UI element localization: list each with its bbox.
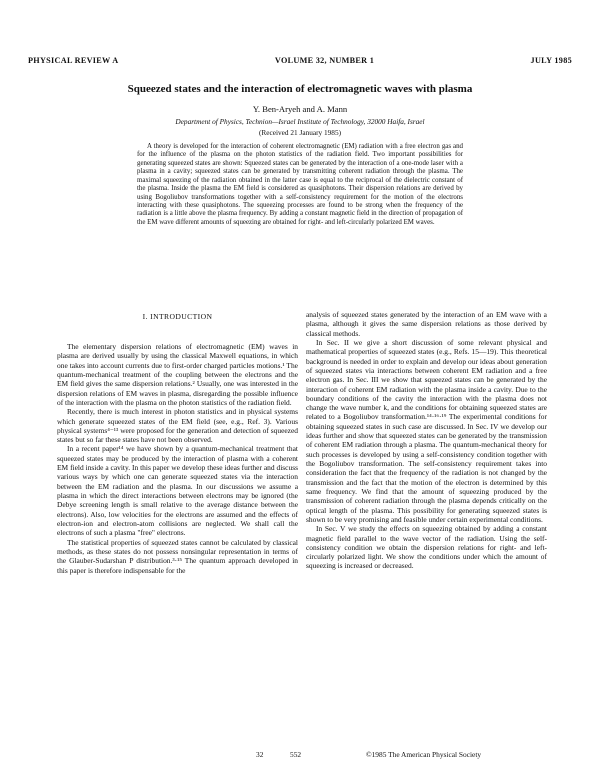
paragraph: In Sec. V we study the effects on squeezing obtained by adding a constant magnetic field parallel to the wave vector of the radiation. Using the self-consistency condition we obtain the dispersion relations for right- and left-circularly polarized light. We show the conditions under which the amount of squeezing is increased or decreased. (306, 524, 547, 571)
authors: Y. Ben-Aryeh and A. Mann (252, 104, 348, 114)
paragraph: The elementary dispersion relations of electromagnetic (EM) waves in plasma are derived usually by using the classical Maxwell equations, in which one takes into account currents due to first-order charged particles motions.¹ The quantum-mechanical treatment of the coupling between the electrons and the EM field gives the same dispersion relations.² Usually, one was interested in the dispersion relations of EM waves in plasma, disregarding the possible influence of the interaction with the plasma on the photon statistics of the radiation field. (57, 342, 298, 407)
paragraph: In Sec. II we give a short discussion of some relevant physical and mathematical properties of squeezed states (e.g., Refs. 15—19). This theoretical background is needed in order to explain and develop our ideas about generation of squeezed states via interactions between coherent EM radiation and a free electron gas. In Sec. III we show that squeezed states can be generated by the interaction of coherent EM radiation with the plasma inside a cavity. Due to the boundary conditions of the cavity the interaction with the plasma does not change the wave number k, and the conditions for obtaining squeezed states are related to a Bogoliubov transformation.¹⁴·¹⁶·¹⁹ The experimental conditions for obtaining squeezed states in such case are discussed. In Sec. IV we develop our ideas further and show that squeezed states can be generated by the transmission of coherent EM radiation through a plasma. The quantum-mechanical theory for such processes is developed by using a self-consistency condition together with the Bogoliubov transformation. The self-consistency requirement takes into consideration the fact that the frequency of the radiation is not changed by the transmission and the fact that the motion of the electron is determined by this same frequency. We find that the amount of squeezing produced by the transmission of coherent radiation through the plasma depends critically on the optical length of the plasma. This possibility for generating squeezed states is shown to be very promising and feasible under certain experimental conditions. (306, 337, 547, 524)
paragraph: In a recent paper¹⁴ we have shown by a quantum-mechanical treatment that squeezed states may be produced by the interaction of plasma with a coherent EM field inside a cavity. In this paper we develop these ideas further and discuss various ways by which one can generate squeezed states via the interaction between the EM radiation and the plasma. In our discussions we assume a plasma in which the direct interactions between electrons may be ignored (the Debye screening length is small relative to the average distance between the electrons). Also, low velocities for the electrons are assumed and the effects of electron-ion and electron-atom collisions are neglected. We shall call the electrons of such a plasma "free" electrons. (57, 444, 298, 538)
paragraph: Recently, there is much interest in photon statistics and in physical systems which generate squeezed states of the EM field (see, e.g., Ref. 3). Various physical systems⁴⁻¹³ were proposed for the generation and detection of squeezed states but so far these states have not been observed. (57, 407, 298, 445)
footer-volume: 32 (256, 750, 264, 759)
running-header (28, 56, 572, 65)
received-date: (Received 21 January 1985) (258, 128, 342, 137)
paper-title: Squeezed states and the interaction of electromagnetic waves with plasma (127, 83, 473, 95)
page-number: 552 (290, 750, 302, 759)
journal-name: PHYSICAL REVIEW A (28, 56, 119, 65)
right-column (306, 310, 547, 571)
copyright: ©1985 The American Physical Society (366, 750, 482, 759)
paragraph: analysis of squeezed states generated by the interaction of an EM wave with a plasma, although it gives the same dispersion relations as those derived by classical methods. (306, 310, 547, 338)
paragraph: The statistical properties of squeezed states cannot be calculated by classical methods, as these states do not possess nonsingular representation in terms of the Glauber-Sudarshan P distribution.³·¹⁵ The quantum approach developed in this paper is therefore indispensable for the (57, 537, 298, 575)
issue-date: JULY 1985 (530, 56, 572, 65)
affiliation: Department of Physics, Technion—Israel Institute of Technology, 32000 Haifa, Israel (175, 117, 425, 126)
section-heading-wrap (57, 312, 298, 335)
abstract: A theory is developed for the interaction of coherent electromagnetic (EM) radiation with a free electron gas and for the influence of the plasma on the photon statistics of the radiation field. Two important possibilities for generating squeezed states are shown: Squeezed states can be generated by the interaction of a one-mode laser with a plasma in a cavity; squeezed states can be generated by transmitting coherent radiation through the plasma. The maximal squeezing of the radiation obtained in the latter case is equal to the reciprocal of the dielectric constant of the plasma. Inside the plasma the EM field is considered as quasiphotons. Their dispersion relations are derived by using Bogoliubov transformations together with a self-consistency requirement for the motion of the electrons interacting with these quasiphotons. The squeezing processes are found to be strong when the frequency of the radiation is a little above the plasma frequency. By adding a constant magnetic field in the direction of propagation of the EM wave different amounts of squeezing are obtained for right- and left-circularly polarized EM waves. (137, 143, 463, 226)
left-column (57, 342, 298, 575)
section-heading: I. INTRODUCTION (142, 312, 213, 321)
volume-number: VOLUME 32, NUMBER 1 (274, 56, 375, 65)
